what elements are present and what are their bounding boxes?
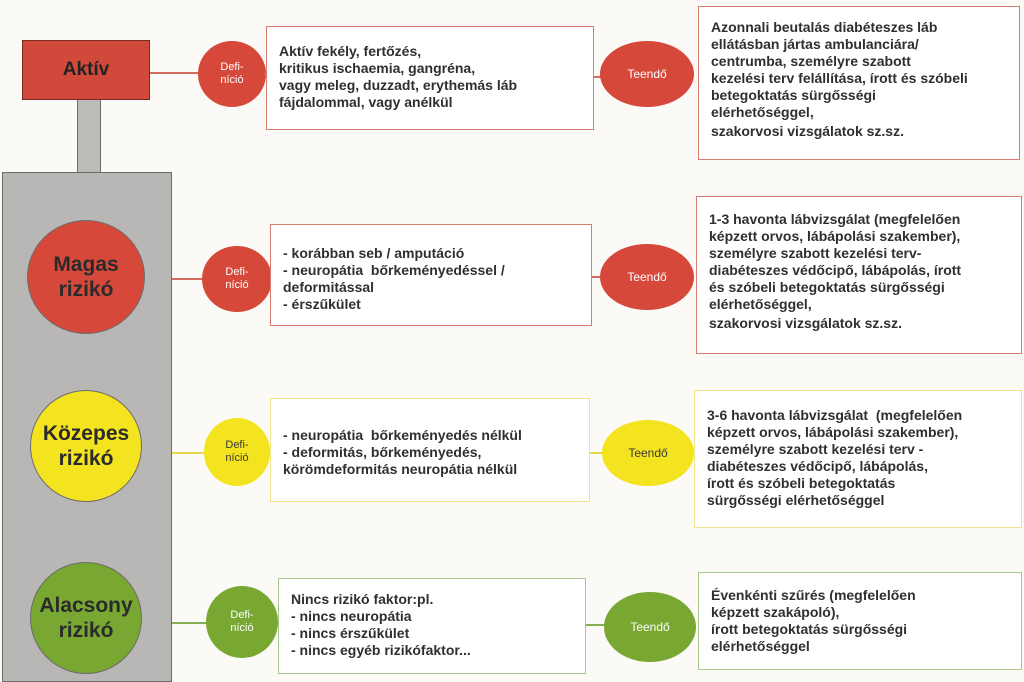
action-line: szakorvosi vizsgálatok sz.sz. xyxy=(709,315,902,331)
light-alacsony-rizkio: Alacsony rizikó xyxy=(30,562,142,674)
action-line: kezelési terv felállítása, írott és szóbeli xyxy=(711,70,968,86)
definition-line: - érszűkület xyxy=(283,296,361,312)
action-box-aktiv xyxy=(698,6,1020,160)
connector-alacsony-action xyxy=(586,624,606,626)
connector-aktiv-def xyxy=(150,72,200,74)
action-line: személyre szabott kezelési terv- xyxy=(709,245,922,261)
action-line: képzett szakápoló), xyxy=(711,604,840,620)
definition-line: vagy meleg, duzzadt, erythemás láb xyxy=(279,77,518,93)
definition-line: - neuropátia bőrkeményedéssel / xyxy=(283,262,505,278)
action-line: írott és szóbeli betegoktatás xyxy=(707,475,896,491)
action-line: elérhetőséggel xyxy=(711,638,810,654)
definition-line: Nincs rizikó faktor:pl. xyxy=(291,591,434,607)
action-line: diabéteszes védőcipő, lábápolás, xyxy=(707,458,928,474)
definition-line: - nincs neuropátia xyxy=(291,608,412,624)
action-badge-magas: Teendő xyxy=(600,244,694,310)
action-line: írott betegoktatás sürgősségi xyxy=(711,621,908,637)
definition-box-alacsony xyxy=(278,578,586,674)
action-line: személyre szabott kezelési terv - xyxy=(707,441,924,457)
connector-kozepes-def xyxy=(172,452,206,454)
action-badge-kozepes: Teendő xyxy=(602,420,694,486)
definition-badge-magas: Defi- níció xyxy=(202,246,272,312)
definition-line: - nincs egyéb rizikófaktor... xyxy=(291,642,471,658)
definition-badge-kozepes: Defi- níció xyxy=(204,418,270,486)
action-line: diabéteszes védőcipő, lábápolás, írott xyxy=(709,262,962,278)
action-line: szakorvosi vizsgálatok sz.sz. xyxy=(711,123,904,139)
action-box-alacsony xyxy=(698,572,1022,670)
connector-alacsony-def xyxy=(172,622,208,624)
definition-line: - korábban seb / amputáció xyxy=(283,245,465,261)
definition-line: Aktív fekély, fertőzés, xyxy=(279,43,422,59)
definition-line: deformitással xyxy=(283,279,375,295)
definition-line: fájdalommal, vagy anélkül xyxy=(279,94,453,110)
action-box-magas xyxy=(696,196,1022,354)
action-box-kozepes xyxy=(694,390,1022,528)
action-line: ellátásban jártas ambulanciára/ xyxy=(711,36,919,52)
connector-magas-def xyxy=(172,278,204,280)
definition-line: - neuropátia bőrkeményedés nélkül xyxy=(283,427,522,443)
action-line: sürgősségi elérhetőséggel xyxy=(707,492,885,508)
action-line: képzett orvos, lábápolási szakember), xyxy=(709,228,961,244)
action-line: centrumba, személyre szabott xyxy=(711,53,911,69)
action-line: képzett orvos, lábápolási szakember), xyxy=(707,424,959,440)
definition-box-magas xyxy=(270,224,592,326)
definition-box-aktiv xyxy=(266,26,594,130)
action-line: elérhetőséggel, xyxy=(709,296,812,312)
definition-badge-alacsony: Defi- níció xyxy=(206,586,278,658)
traffic-light-pole xyxy=(77,98,101,174)
action-line: betegoktatás sürgősségi xyxy=(711,87,876,103)
light-magas-rizkio: Magas rizikó xyxy=(27,220,145,334)
level-aktiv-label: Aktív xyxy=(62,59,110,80)
definition-badge-aktiv: Defi- níció xyxy=(198,41,266,107)
definition-box-kozepes xyxy=(270,398,590,502)
action-line: 3-6 havonta lábvizsgálat (megfelelően xyxy=(707,407,963,423)
definition-line: - deformitás, bőrkeményedés, xyxy=(283,444,482,460)
action-line: és szóbeli betegoktatás sürgősségi xyxy=(709,279,945,295)
definition-line: - nincs érszűkület xyxy=(291,625,410,641)
action-badge-aktiv: Teendő xyxy=(600,41,694,107)
definition-line: kritikus ischaemia, gangréna, xyxy=(279,60,476,76)
action-badge-alacsony: Teendő xyxy=(604,592,696,662)
light-kozepes-rizkio: Közepes rizikó xyxy=(30,390,142,502)
action-line: Azonnali beutalás diabéteszes láb xyxy=(711,19,938,35)
action-line: elérhetőséggel, xyxy=(711,104,814,120)
level-aktiv-box xyxy=(22,40,150,100)
definition-line: körömdeformitás neuropátia nélkül xyxy=(283,461,518,477)
action-line: 1-3 havonta lábvizsgálat (megfelelően xyxy=(709,211,961,227)
action-line: Évenkénti szűrés (megfelelően xyxy=(711,587,916,603)
